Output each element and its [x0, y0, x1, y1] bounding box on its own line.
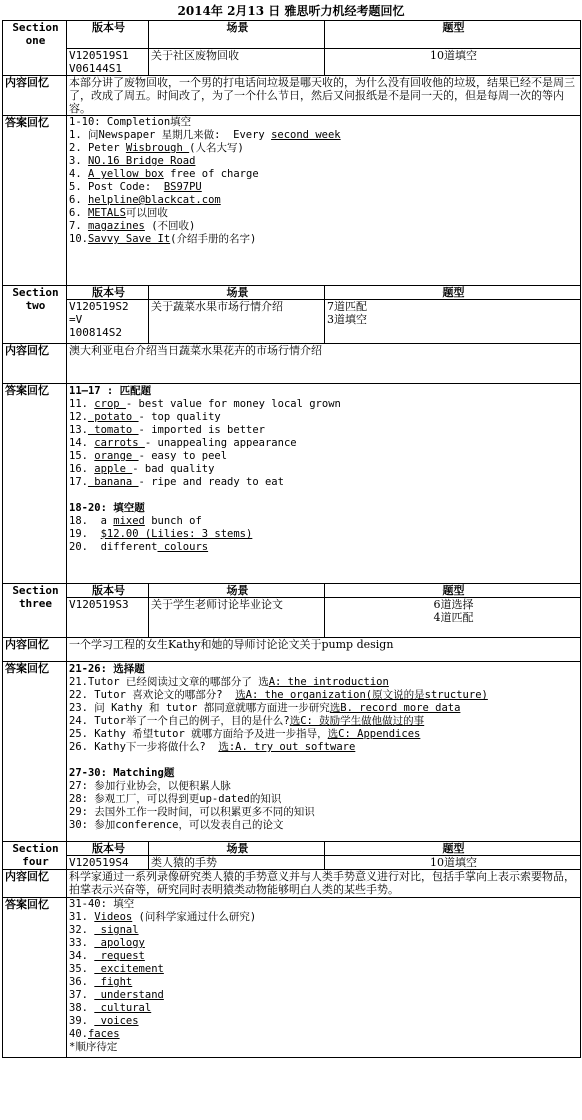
answer-label: 答案回忆: [3, 116, 67, 286]
answer-item: [69, 463, 580, 476]
answer-note: - bad quality: [132, 463, 215, 475]
answer-prefix: 20. different: [69, 541, 158, 553]
answer-prefix: 3.: [69, 155, 88, 167]
answer-text: second week: [271, 129, 341, 141]
version-cell: [67, 856, 149, 870]
answer-item: [69, 1002, 580, 1015]
version-header: 版本号: [67, 21, 149, 49]
document-title: 2014年 2月13 日 雅思听力机经考题回忆: [177, 4, 405, 18]
answer-item: [69, 129, 580, 142]
answer-text: orange: [94, 450, 139, 462]
scene-text: 关于蔬菜水果市场行情介绍: [151, 300, 283, 313]
answer-item: [69, 702, 580, 715]
content-label: 内容回忆: [3, 638, 67, 662]
answer-item: [69, 411, 580, 424]
answer-note: (介绍手册的名字): [170, 233, 257, 245]
answer-item: [69, 911, 580, 924]
section-info-row: [3, 49, 581, 76]
answer-text: carrots: [94, 437, 145, 449]
answer-prefix: 1. 问Newspaper 星期几来做: Every: [69, 129, 272, 141]
answers-intro: [69, 898, 580, 911]
answer-prefix: 35.: [69, 963, 95, 975]
answer-prefix: 38.: [69, 1002, 95, 1014]
answer-item: [69, 976, 580, 989]
answer-text: METALS: [87, 207, 126, 219]
answer-prefix: 12.: [69, 411, 88, 423]
answer-note: - top quality: [138, 411, 221, 423]
group-title: [69, 502, 580, 515]
answer-note: - imported is better: [138, 424, 265, 436]
section-header-row: [3, 584, 581, 598]
answer-prefix: 33.: [69, 937, 95, 949]
answer-prefix: 19.: [69, 528, 101, 540]
answer-text: request: [94, 950, 145, 962]
content-row: [3, 638, 581, 662]
section-label-text: Section one: [12, 21, 59, 47]
answer-text: Videos: [94, 911, 133, 923]
scene-text: 关于学生老师讨论毕业论文: [151, 598, 283, 611]
answer-text: A yellow box: [87, 168, 164, 180]
version-header: 版本号: [67, 842, 149, 856]
answer-prefix: 10.: [69, 233, 88, 245]
answers-intro: [69, 116, 580, 129]
type-header: 题型: [325, 21, 581, 49]
answer-prefix: 34.: [69, 950, 95, 962]
answer-prefix: 6.: [69, 207, 88, 219]
answer-item: [69, 728, 580, 741]
answer-note: free of charge: [163, 168, 259, 180]
content-row: [3, 76, 581, 116]
type-header: 题型: [325, 584, 581, 598]
answer-item: [69, 793, 580, 806]
answer-item: [69, 476, 580, 489]
type-text: 10道填空: [430, 856, 477, 869]
scene-cell: [149, 300, 325, 344]
answer-prefix: 37.: [69, 989, 95, 1001]
answer-row: [3, 384, 581, 584]
version-code: V120519S1 V06144S1: [69, 49, 129, 75]
answer-item: [69, 168, 580, 181]
answer-text: tomato: [87, 424, 139, 436]
type-text: 6道选择 4道匹配: [433, 598, 474, 624]
content-label: 内容回忆: [3, 344, 67, 384]
answer-text: A: the introduction: [268, 676, 389, 688]
section-label-text: Section four: [12, 842, 59, 868]
answer-prefix: 17.: [69, 476, 88, 488]
answer-item: [69, 450, 580, 463]
answer-item: [69, 398, 580, 411]
answer-label: 答案回忆: [3, 898, 67, 1058]
answer-text: mixed: [113, 515, 145, 527]
answer-label: 答案回忆: [3, 662, 67, 842]
content-text: [67, 76, 581, 116]
version-cell: [67, 598, 149, 638]
answer-text: 选B. record more data: [329, 702, 461, 714]
content-label: 内容回忆: [3, 870, 67, 898]
answer-note: (问科学家通过什么研究): [132, 911, 257, 923]
answer-text: BS97PU: [163, 181, 202, 193]
exam-recall-table: [2, 20, 581, 1058]
type-cell: [325, 49, 581, 76]
answer-list: [67, 384, 581, 584]
group-title-text: 21-26: 选择题: [69, 663, 145, 675]
answer-prefix: 25. Kathy 希望tutor 就哪方面给予及进一步指导，: [69, 728, 328, 740]
type-text: 10道填空: [430, 49, 477, 62]
answer-prefix: 5. Post Code:: [69, 181, 164, 193]
answer-item: [69, 950, 580, 963]
answer-item: [69, 963, 580, 976]
answer-note: - best value for money local grown: [125, 398, 341, 410]
answer-item: [69, 989, 580, 1002]
answer-text: Wisbrough: [125, 142, 190, 154]
answer-text: Savvy Save It: [87, 233, 171, 245]
answer-note: - unappealing appearance: [144, 437, 297, 449]
content-text: [67, 344, 581, 384]
footer-note: [69, 1041, 580, 1054]
scene-header: 场景: [149, 21, 325, 49]
answer-item: [69, 937, 580, 950]
answer-text: 选A: the organization(原文说的是structure): [235, 689, 488, 701]
answer-text: $12.00 (Lilies: 3 stems): [100, 528, 253, 540]
group-title: [69, 385, 580, 398]
content-paragraph: 科学家通过一系列录像研究类人猿的手势意义并与人类手势意义进行对比，包括手掌向上表示索要物品，拍掌表示兴奋等，研究同时表明猿类动物能够明白人类的某些手势。: [69, 870, 575, 896]
scene-cell: [149, 49, 325, 76]
content-row: [3, 870, 581, 898]
answer-prefix: 28: 参观工厂，可以得到更up-dated的知识: [69, 793, 282, 805]
answer-prefix: 22. Tutor 喜欢论文的哪部分?: [69, 689, 236, 701]
answer-prefix: 39.: [69, 1015, 95, 1027]
answer-text: crop: [94, 398, 126, 410]
answer-prefix: 4.: [69, 168, 88, 180]
group-title: [69, 663, 580, 676]
version-code: V120519S4: [69, 856, 129, 869]
answers-intro-text: 31-40: 填空: [69, 898, 135, 910]
section-label: [3, 21, 67, 76]
answer-item: [69, 181, 580, 194]
answer-item: [69, 207, 580, 220]
section-info-row: [3, 856, 581, 870]
section-header-row: [3, 842, 581, 856]
answer-item: [69, 528, 580, 541]
scene-header: 场景: [149, 286, 325, 300]
answer-text: understand: [94, 989, 164, 1001]
answer-prefix: 11.: [69, 398, 95, 410]
section-label: [3, 286, 67, 344]
answer-prefix: 6.: [69, 194, 88, 206]
type-header: 题型: [325, 286, 581, 300]
answer-item: [69, 233, 580, 246]
scene-cell: [149, 598, 325, 638]
section-label-text: Section two: [12, 286, 59, 312]
answer-text: apology: [94, 937, 145, 949]
answer-text: cultural: [94, 1002, 152, 1014]
answer-prefix: 27: 参加行业协会，以便积累人脉: [69, 780, 231, 792]
answer-text: helpline@blackcat.com: [87, 194, 221, 206]
answer-item: [69, 142, 580, 155]
answer-label: 答案回忆: [3, 384, 67, 584]
content-paragraph: 澳大利亚电台介绍当日蔬菜水果花卉的市场行情介绍: [69, 344, 322, 357]
answer-item: [69, 437, 580, 450]
answer-row: [3, 116, 581, 286]
type-header: 题型: [325, 842, 581, 856]
answer-item: [69, 541, 580, 554]
answer-item: [69, 424, 580, 437]
answer-item: [69, 676, 580, 689]
version-code: V120519S2 =V 100814S2: [69, 300, 129, 339]
answer-item: [69, 155, 580, 168]
section-label: [3, 842, 67, 870]
section-label-text: Section three: [12, 584, 59, 610]
answer-item: [69, 1028, 580, 1041]
type-cell: [325, 598, 581, 638]
answer-prefix: 2. Peter: [69, 142, 126, 154]
answer-prefix: 31.: [69, 911, 95, 923]
answer-item: [69, 806, 580, 819]
version-code: V120519S3: [69, 598, 129, 611]
scene-text: 关于社区废物回收: [151, 49, 239, 62]
group-title-text: 18-20: 填空题: [69, 502, 145, 514]
answer-prefix: 18. a: [69, 515, 114, 527]
answer-list: [67, 898, 581, 1058]
answer-text: 选:A. try out software: [218, 741, 356, 753]
content-paragraph: 本部分讲了废物回收，一个男的打电话问垃圾是哪天收的，为什么没有回收他的垃圾，结果已经不是周三了，改成了周五。时间改了，为了一个什么节日，然后又问报纸是不是同一天的，但是每周一次的等内容。: [69, 76, 575, 115]
section-label: [3, 584, 67, 638]
answer-item: [69, 194, 580, 207]
answer-prefix: 32.: [69, 924, 95, 936]
answer-item: [69, 689, 580, 702]
answer-note: - easy to peel: [138, 450, 228, 462]
answer-text: potato: [87, 411, 139, 423]
content-row: [3, 344, 581, 384]
answer-item: [69, 780, 580, 793]
section-header-row: [3, 21, 581, 49]
answer-text: signal: [94, 924, 139, 936]
answer-list: [67, 662, 581, 842]
answer-text: fight: [94, 976, 133, 988]
section-header-row: [3, 286, 581, 300]
answer-prefix: 16.: [69, 463, 95, 475]
section-info-row: [3, 598, 581, 638]
scene-cell: [149, 856, 325, 870]
answer-note: - ripe and ready to eat: [138, 476, 284, 488]
scene-header: 场景: [149, 842, 325, 856]
version-cell: [67, 49, 149, 76]
answer-prefix: 30: 参加conference，可以发表自己的论文: [69, 819, 284, 831]
answer-text: magazines: [87, 220, 145, 232]
group-title-text: 11—17 : 匹配题: [69, 385, 152, 397]
answer-prefix: 21.Tutor 已经阅读过文章的哪部分了 选: [69, 676, 269, 688]
version-header: 版本号: [67, 584, 149, 598]
type-cell: [325, 300, 581, 344]
answer-text: 选C: 鼓励学生做他做过的事: [289, 715, 425, 727]
answer-note: (人名大写): [189, 142, 244, 154]
answer-prefix: 15.: [69, 450, 95, 462]
section-info-row: [3, 300, 581, 344]
answer-text: excitement: [94, 963, 164, 975]
answer-prefix: 29: 去国外工作一段时间，可以积累更多不同的知识: [69, 806, 315, 818]
answer-item: [69, 220, 580, 233]
type-text: 7道匹配 3道填空: [327, 300, 367, 326]
answer-item: [69, 741, 580, 754]
scene-header: 场景: [149, 584, 325, 598]
answer-item: [69, 715, 580, 728]
answer-prefix: 24. Tutor举了一个自己的例子，目的是什么?: [69, 715, 290, 727]
type-cell: [325, 856, 581, 870]
answer-prefix: 23. 问 Kathy 和 tutor 都同意就哪方面进一步研究: [69, 702, 330, 714]
answer-prefix: 26. Kathy下一步将做什么?: [69, 741, 219, 753]
answer-item: [69, 515, 580, 528]
answer-prefix: 36.: [69, 976, 95, 988]
answer-prefix: 14.: [69, 437, 95, 449]
content-label: 内容回忆: [3, 76, 67, 116]
content-paragraph: 一个学习工程的女生Kathy和她的导师讨论论文关于pump design: [69, 638, 394, 651]
answer-text: faces: [87, 1028, 120, 1040]
group-title: [69, 767, 580, 780]
answer-text: apple: [94, 463, 133, 475]
answer-text: voices: [94, 1015, 139, 1027]
answer-row: [3, 898, 581, 1058]
answer-text: banana: [87, 476, 139, 488]
answer-row: [3, 662, 581, 842]
answer-prefix: 7.: [69, 220, 88, 232]
footer-note-text: *顺序待定: [69, 1041, 118, 1053]
answer-prefix: 13.: [69, 424, 88, 436]
answers-intro-text: 1-10: Completion填空: [69, 116, 192, 128]
group-title-text: 27-30: Matching题: [69, 767, 175, 779]
answer-item: [69, 1015, 580, 1028]
answer-note: (不回收): [144, 220, 196, 232]
answer-prefix: 40.: [69, 1028, 88, 1040]
version-cell: [67, 300, 149, 344]
content-text: [67, 870, 581, 898]
answer-text: 选C: Appendices: [327, 728, 421, 740]
answer-list: [67, 116, 581, 286]
answer-item: [69, 924, 580, 937]
answer-note: 可以回收: [125, 207, 168, 219]
content-text: [67, 638, 581, 662]
answer-item: [69, 819, 580, 832]
answer-note: bunch of: [144, 515, 202, 527]
answer-text: colours: [157, 541, 209, 553]
answer-text: NO.16 Bridge Road: [87, 155, 196, 167]
scene-text: 类人猿的手势: [151, 856, 217, 869]
version-header: 版本号: [67, 286, 149, 300]
